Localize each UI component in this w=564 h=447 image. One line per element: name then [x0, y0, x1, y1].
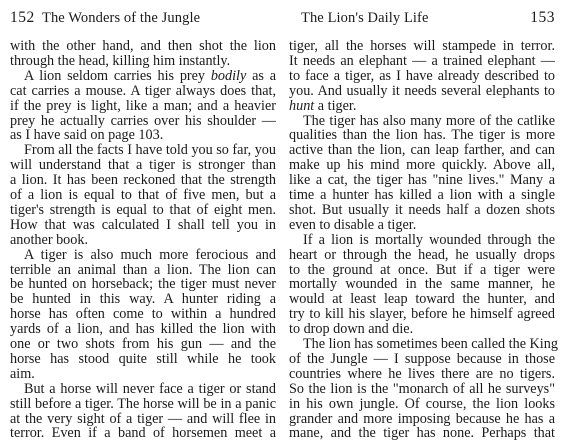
text-line: to face a tiger, as I have already described to — [289, 67, 555, 84]
left-page-number: 152 — [10, 9, 35, 26]
text-line: one or two shots from his gun — and the — [10, 336, 276, 352]
text-line: time a hunter has killed a lion with a single — [289, 187, 555, 203]
text-line: But a horse will never face a tiger or stand — [24, 380, 276, 397]
text-line: to drop down and die. — [289, 321, 414, 338]
text-line: like a cat, the tiger has "nine lives." Many a — [289, 172, 555, 189]
text-line: tiger's strength is equal to that of eight men. — [10, 201, 276, 218]
text-line: make up his mind more quickly. Above all, — [289, 157, 555, 174]
text-line: in his own jungle. Of course, the lion looks — [289, 395, 555, 412]
text-line: mortally wounded in the same manner, he — [289, 276, 555, 293]
text-line: terror. Even if a band of horsemen meet a — [10, 425, 276, 442]
text-line: The lion has sometimes been called the King — [303, 336, 558, 352]
text-line: horse has often come to within a hundred — [10, 306, 276, 323]
right-page-number: 153 — [530, 9, 555, 26]
text-line: heart or through the head, he usually drops — [289, 246, 555, 263]
text-line: be hunted on horseback; the tiger must never — [10, 276, 276, 293]
text-line: to the ground at once. But if a tiger were — [289, 261, 555, 278]
text-line: of the Jungle — I suppose because in those — [289, 350, 555, 367]
text-line: qualities than the lion has. The tiger is more — [289, 127, 555, 144]
text-line: aim. — [10, 365, 35, 382]
text-line: be hunted in this way. A hunter riding a — [10, 291, 276, 308]
text-line: active than the lion, can leap farther, and can — [289, 142, 555, 159]
text-line: horse has stood quite still while he took — [10, 350, 276, 367]
text-line: So the lion is the "monarch of all he surveys" — [289, 380, 555, 397]
left-running-title: The Wonders of the Jungle — [42, 10, 201, 26]
text-line: another book. — [10, 231, 89, 248]
text-line: you. And usually it needs several elephants to — [289, 82, 555, 99]
text-line: shot. But usually it needs half a dozen shots — [289, 201, 555, 218]
text-line: will understand that a tiger is stronger than — [10, 157, 276, 174]
text-line: of a lion is equal to that of five men, but a — [10, 187, 276, 203]
text-line: hunt a tiger. — [289, 97, 357, 114]
text-line: grander and more imposing because he has a — [289, 410, 555, 427]
text-line: The tiger has also many more of the catlike — [303, 112, 555, 129]
text-line: a lion. It has been reckoned that the strength — [10, 172, 276, 189]
text-line: From all the facts I have told you so far, you — [24, 142, 276, 159]
text-line: A lion seldom carries his prey bodily as a — [24, 67, 276, 84]
text-line: through the head, killing him instantly. — [10, 52, 231, 69]
text-line: even to disable a tiger. — [289, 216, 417, 233]
text-line: at the very sight of a tiger — and will flee in — [10, 410, 276, 427]
text-line: try to kill his slayer, before he himself agreed — [289, 306, 555, 323]
text-line: yards of a lion, and has killed the lion with — [10, 321, 276, 338]
text-line: It needs an elephant — a trained elephant — — [289, 52, 555, 69]
text-line: prey he actually carries over his shoulder — — [10, 112, 276, 129]
text-line: as I have said on page 103. — [10, 127, 164, 144]
text-line: with the other hand, and then shot the lion — [10, 38, 276, 54]
text-line: mane, and the tiger has none. Perhaps that — [289, 425, 555, 442]
text-line: would at least leap toward the hunter, and — [289, 291, 555, 308]
left-running-head — [10, 8, 276, 28]
text-line: cat carries a mouse. A tiger always does that, — [10, 82, 276, 99]
right-running-title: The Lion's Daily Life — [301, 10, 429, 26]
text-line: tiger, all the horses will stampede in terror. — [289, 38, 555, 54]
text-line: countries where he lives there are no tigers. — [289, 365, 555, 382]
text-line: still before a tiger. The horse will be in a panic — [10, 395, 276, 412]
right-running-head — [289, 8, 555, 28]
text-line: if the prey is light, like a man; and a heavier — [10, 97, 276, 114]
text-line: A tiger is also much more ferocious and — [24, 246, 276, 263]
text-line: If a lion is mortally wounded through the — [303, 231, 555, 248]
text-line: How that was calculated I shall tell you in — [10, 216, 276, 233]
text-line: terrible an animal than a lion. The lion can — [10, 261, 276, 278]
